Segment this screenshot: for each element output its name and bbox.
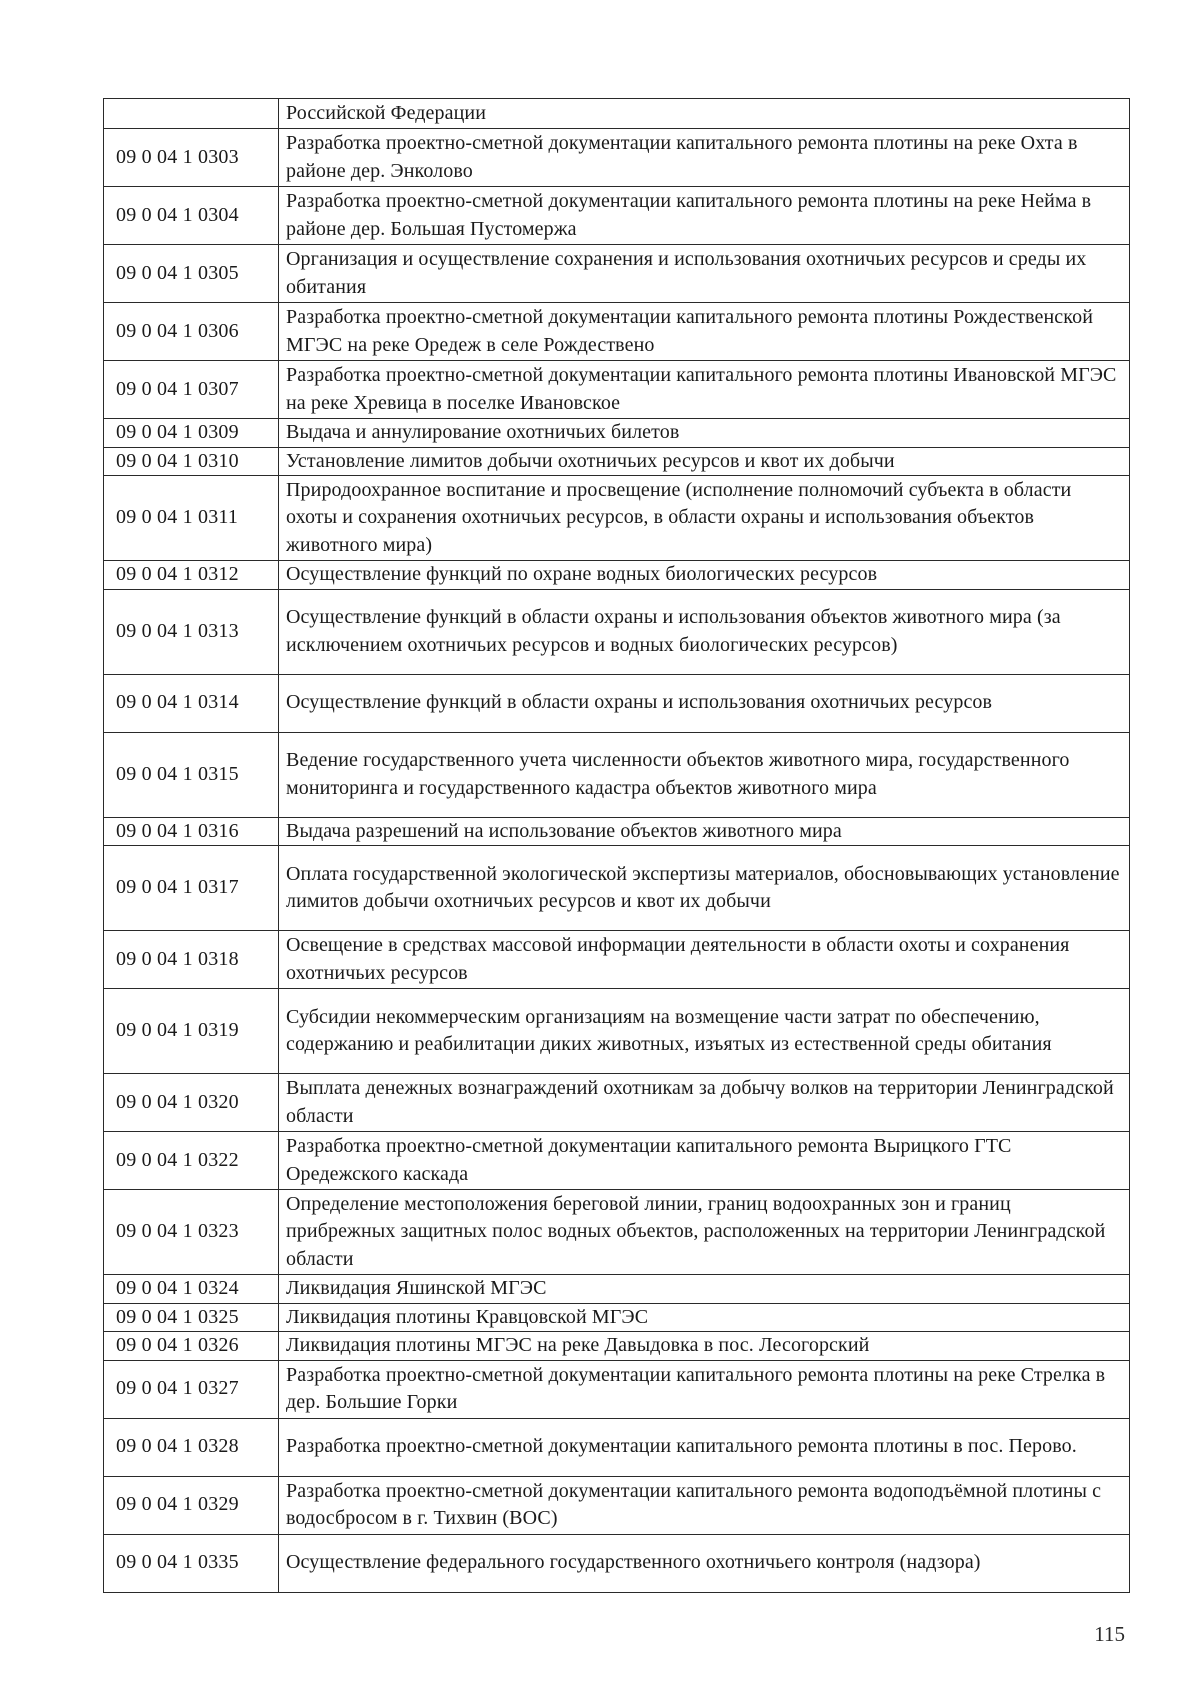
table-row xyxy=(104,1332,1130,1361)
code-cell: 09 0 04 1 0316 xyxy=(104,817,279,846)
code-cell: 09 0 04 1 0314 xyxy=(104,674,279,732)
code-cell: 09 0 04 1 0324 xyxy=(104,1275,279,1304)
code-cell: 09 0 04 1 0310 xyxy=(104,447,279,476)
description-cell: Природоохранное воспитание и просвещение (исполнение полномочий субъекта в области охоты и сохранения охотничьих ресурсов, в области охраны и использования объектов животного мира) xyxy=(279,476,1130,561)
description-cell: Разработка проектно-сметной документации капитального ремонта Вырицкого ГТС Оредежского каскада xyxy=(279,1132,1130,1190)
description-cell: Разработка проектно-сметной документации капитального ремонта плотины в пос. Перово. xyxy=(279,1418,1130,1476)
code-cell: 09 0 04 1 0328 xyxy=(104,1418,279,1476)
code-cell: 09 0 04 1 0326 xyxy=(104,1332,279,1361)
table-row xyxy=(104,1074,1130,1132)
code-cell: 09 0 04 1 0312 xyxy=(104,561,279,590)
table-row xyxy=(104,561,1130,590)
table-row xyxy=(104,589,1130,674)
description-cell: Ликвидация плотины МГЭС на реке Давыдовка в пос. Лесогорский xyxy=(279,1332,1130,1361)
code-cell: 09 0 04 1 0311 xyxy=(104,476,279,561)
description-cell: Осуществление функций в области охраны и использования объектов животного мира (за исключением охотничьих ресурсов и водных биологических ресурсов) xyxy=(279,589,1130,674)
code-cell: 09 0 04 1 0322 xyxy=(104,1132,279,1190)
description-cell: Установление лимитов добычи охотничьих ресурсов и квот их добычи xyxy=(279,447,1130,476)
table-row xyxy=(104,817,1130,846)
code-cell: 09 0 04 1 0315 xyxy=(104,732,279,817)
table-row xyxy=(104,476,1130,561)
description-cell: Осуществление функций по охране водных биологических ресурсов xyxy=(279,561,1130,590)
description-cell: Разработка проектно-сметной документации капитального ремонта плотины Ивановской МГЭС на реке Хревица в поселке Ивановское xyxy=(279,361,1130,419)
description-cell: Определение местоположения береговой линии, границ водоохранных зон и границ прибрежных защитных полос водных объектов, расположенных на территории Ленинградской области xyxy=(279,1190,1130,1275)
table-row xyxy=(104,1360,1130,1418)
code-cell: 09 0 04 1 0303 xyxy=(104,129,279,187)
table-body xyxy=(104,99,1130,1593)
code-cell: 09 0 04 1 0309 xyxy=(104,419,279,448)
description-cell: Субсидии некоммерческим организациям на возмещение части затрат по обеспечению, содержанию и реабилитации диких животных, изъятых из естественной среды обитания xyxy=(279,989,1130,1074)
table-row xyxy=(104,846,1130,931)
description-cell: Ликвидация Яшинской МГЭС xyxy=(279,1275,1130,1304)
description-cell: Разработка проектно-сметной документации капитального ремонта водоподъёмной плотины с водосбросом в г. Тихвин (ВОС) xyxy=(279,1476,1130,1534)
description-cell: Разработка проектно-сметной документации капитального ремонта плотины на реке Стрелка в дер. Большие Горки xyxy=(279,1360,1130,1418)
table-row xyxy=(104,1534,1130,1592)
code-cell: 09 0 04 1 0320 xyxy=(104,1074,279,1132)
description-cell: Выдача разрешений на использование объектов животного мира xyxy=(279,817,1130,846)
description-cell: Освещение в средствах массовой информации деятельности в области охоты и сохранения охотничьих ресурсов xyxy=(279,931,1130,989)
code-cell: 09 0 04 1 0313 xyxy=(104,589,279,674)
table-row xyxy=(104,674,1130,732)
table-row xyxy=(104,245,1130,303)
budget-code-table xyxy=(103,98,1130,1593)
description-cell: Российской Федерации xyxy=(279,99,1130,129)
description-cell: Разработка проектно-сметной документации капитального ремонта плотины на реке Охта в районе дер. Энколово xyxy=(279,129,1130,187)
code-cell: 09 0 04 1 0305 xyxy=(104,245,279,303)
table-row xyxy=(104,989,1130,1074)
description-cell: Разработка проектно-сметной документации капитального ремонта плотины Рождественской МГЭС на реке Оредеж в селе Рождествено xyxy=(279,303,1130,361)
table-row xyxy=(104,129,1130,187)
code-cell: 09 0 04 1 0325 xyxy=(104,1303,279,1332)
table-row xyxy=(104,419,1130,448)
code-cell: 09 0 04 1 0307 xyxy=(104,361,279,419)
page-number: 115 xyxy=(1094,1622,1125,1646)
code-cell: 09 0 04 1 0323 xyxy=(104,1190,279,1275)
table-row xyxy=(104,1418,1130,1476)
table-row xyxy=(104,1476,1130,1534)
description-cell: Выдача и аннулирование охотничьих билетов xyxy=(279,419,1130,448)
description-cell: Осуществление федерального государственного охотничьего контроля (надзора) xyxy=(279,1534,1130,1592)
description-cell: Выплата денежных вознаграждений охотникам за добычу волков на территории Ленинградской области xyxy=(279,1074,1130,1132)
code-cell: 09 0 04 1 0304 xyxy=(104,187,279,245)
table-row xyxy=(104,361,1130,419)
table-row xyxy=(104,732,1130,817)
table-row xyxy=(104,1275,1130,1304)
description-cell: Осуществление функций в области охраны и использования охотничьих ресурсов xyxy=(279,674,1130,732)
code-cell: 09 0 04 1 0318 xyxy=(104,931,279,989)
table-row xyxy=(104,447,1130,476)
description-cell: Ведение государственного учета численности объектов животного мира, государственного мониторинга и государственного кадастра объектов животного мира xyxy=(279,732,1130,817)
description-cell: Ликвидация плотины Кравцовской МГЭС xyxy=(279,1303,1130,1332)
code-cell: 09 0 04 1 0319 xyxy=(104,989,279,1074)
code-cell: 09 0 04 1 0306 xyxy=(104,303,279,361)
table-row xyxy=(104,1132,1130,1190)
table-row xyxy=(104,303,1130,361)
code-cell: 09 0 04 1 0317 xyxy=(104,846,279,931)
code-cell: 09 0 04 1 0327 xyxy=(104,1360,279,1418)
table-row xyxy=(104,187,1130,245)
table-row xyxy=(104,99,1130,129)
table-row xyxy=(104,931,1130,989)
table-row xyxy=(104,1303,1130,1332)
description-cell: Организация и осуществление сохранения и использования охотничьих ресурсов и среды их обитания xyxy=(279,245,1130,303)
description-cell: Оплата государственной экологической экспертизы материалов, обосновывающих установление лимитов добычи охотничьих ресурсов и квот их добычи xyxy=(279,846,1130,931)
table-row xyxy=(104,1190,1130,1275)
code-cell xyxy=(104,99,279,129)
code-cell: 09 0 04 1 0329 xyxy=(104,1476,279,1534)
code-cell: 09 0 04 1 0335 xyxy=(104,1534,279,1592)
description-cell: Разработка проектно-сметной документации капитального ремонта плотины на реке Нейма в районе дер. Большая Пустомержа xyxy=(279,187,1130,245)
